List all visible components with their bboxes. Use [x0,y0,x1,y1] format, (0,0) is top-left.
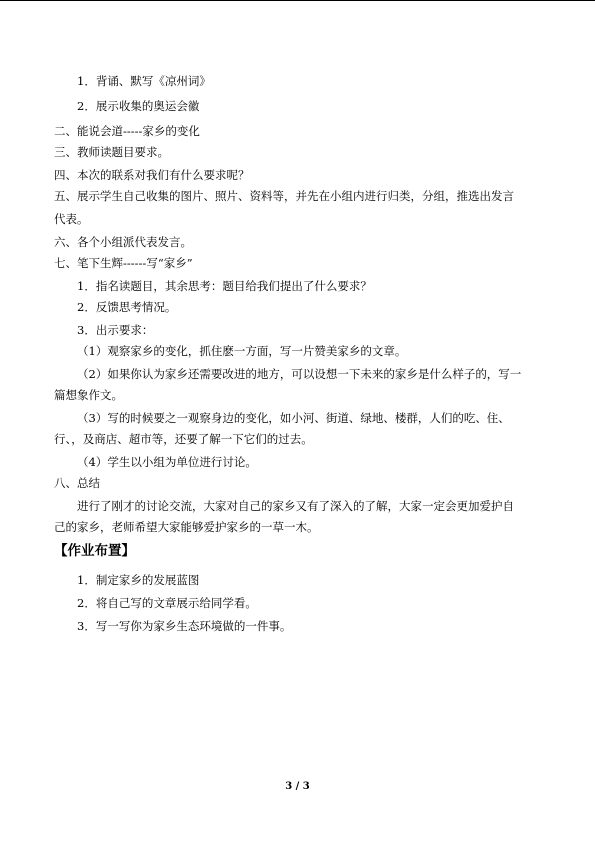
paragraph-line: 代表。 [54,212,89,226]
requirement-item: （2）如果你认为家乡还需要改进的地方，可以设想一下未来的家乡是什么样子的，写一 [77,367,522,381]
section-heading: 二、能说会道-----家乡的变化 [54,124,200,138]
paragraph-line: 篇想象作文。 [54,388,123,402]
requirement-item: （4）学生以小组为单位进行讨论。 [77,455,257,469]
section-heading: 五、展示学生自己收集的图片、照片、资料等，并先在小组内进行归类，分组，推选出发言 [54,189,514,203]
section-heading: 八、总结 [54,476,100,490]
paragraph-line: 己的家乡，老师希望大家能够爱护家乡的一草一木。 [54,520,319,534]
requirement-item: （1）观察家乡的变化，抓住麽一方面，写一片赞美家乡的文章。 [77,344,407,358]
paragraph-line: 进行了刚才的讨论交流，大家对自己的家乡又有了深入的了解，大家一定会更加爱护自 [77,499,514,513]
list-item: 1．制定家乡的发展蓝图 [77,573,200,587]
homework-heading: 【作业布置】 [54,543,135,559]
section-heading: 三、教师读题目要求。 [54,145,169,159]
page-top-border [0,0,595,1]
list-item: 3．出示要求： [77,323,154,337]
section-heading: 四、本次的联系对我们有什么要求呢？ [54,168,250,182]
list-item: 3．写一写你为家乡生态环境做的一件事。 [77,619,292,633]
paragraph-line: 行、，及商店、超市等，还要了解一下它们的过去。 [54,432,313,446]
section-heading: 七、笔下生辉------写“家乡” [54,256,193,270]
section-heading: 六、各个小组派代表发言。 [54,235,192,249]
requirement-item: （3）写的时候要之一观察身边的变化，如小河、街道、绿地、楼群，人们的吃、住、 [77,411,510,425]
list-item: 1．指名读题目，其余思考：题目给我们提出了什么要求？ [77,279,372,293]
list-item: 2．反馈思考情况。 [77,300,177,314]
list-item: 1．背诵、默写《凉州词》 [77,74,211,88]
list-item: 2．将自己写的文章展示给同学看。 [77,596,257,610]
list-item: 2．展示收集的奥运会徽 [77,99,200,113]
page-number: 3 / 3 [285,781,310,792]
